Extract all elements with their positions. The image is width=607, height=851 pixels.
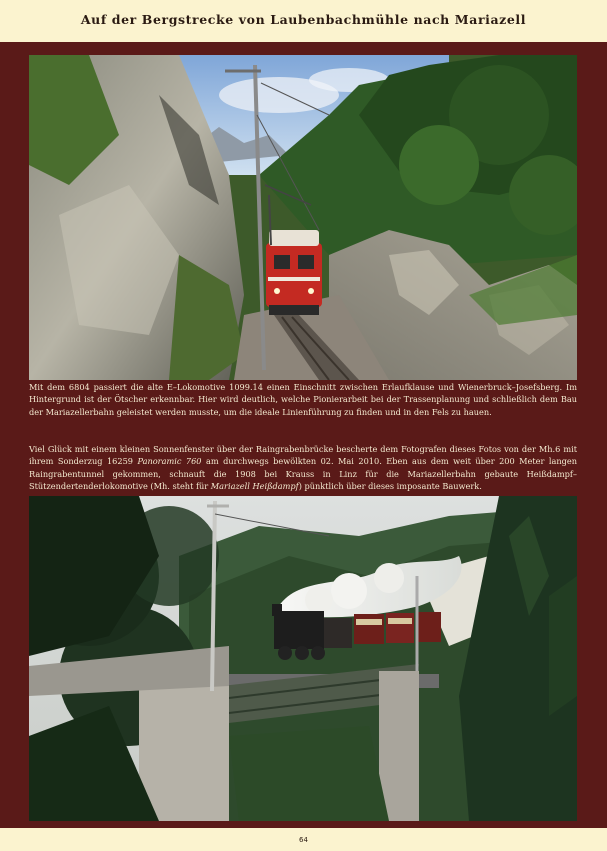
photo-electric-train-rock-cut	[29, 55, 577, 380]
content-frame	[0, 42, 607, 828]
caption-2	[29, 443, 577, 492]
page-title: Auf der Bergstrecke von Laubenbachmühle nach Mariazell	[80, 11, 527, 27]
header	[0, 0, 607, 42]
caption-2-abbreviation: Mariazell Heißdampf	[210, 480, 299, 491]
page-number: 64	[299, 835, 308, 844]
caption-2-text-c: ) pünktlich über dieses imposante Bauwerk.	[298, 480, 482, 491]
caption-2-text-b: am durchwegs bewölkten 02. Mai 2010. Eben aus dem weit über 200 Meter langen Raingrabentunnel gekommen, schnauft die 1908 bei Krauss in Linz für die Mariazellerbahn gebaute Heißdampf–Stützendertenderlokomotive (Mh. steht für	[29, 456, 578, 491]
footer	[0, 828, 607, 851]
caption-2-train-name: Panoramic 760	[137, 456, 202, 467]
caption-2-text-a: Viel Glück mit einem kleinen Sonnenfenster über der Raingrabenbrücke bescherte dem Fotografen dieses Fotos von der Mh.6 mit ihrem Sonderzug 16259	[29, 444, 577, 467]
caption-1: Mit dem 6804 passiert die alte E–Lokomotive 1099.14 einen Einschnitt zwischen Erlaufklause und Wienerbruck–Josefsberg. Im Hintergrund ist der Ötscher erkennbar. Hier wird deutlich, welche Pionierarbeit bei der Trassenplanung und schließlich dem Bau der Mariazellerbahn geleistet werden musste, um die ideale Linienführung zu finden und in den Fels zu hauen.	[29, 382, 577, 417]
photo-steam-train-bridge	[29, 496, 577, 821]
